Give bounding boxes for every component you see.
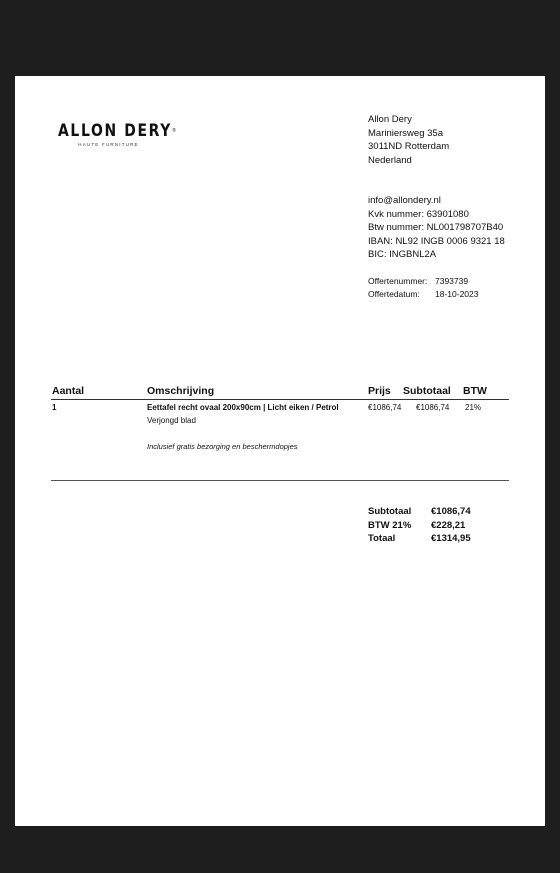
company-logo (58, 121, 183, 147)
row-aantal: 1 (52, 403, 57, 412)
totals-block (368, 505, 471, 546)
company-city: 3011ND Rotterdam (368, 141, 450, 152)
company-contact (368, 194, 505, 262)
total-value: €1314,95 (431, 533, 471, 544)
company-street: Mariniersweg 35a (368, 127, 443, 139)
vat-label: BTW 21% (368, 519, 412, 531)
logo-tagline: HAUTE FURNITURE (78, 142, 139, 147)
bic: BIC: INGBNL2A (368, 249, 437, 260)
vat-value: €228,21 (431, 519, 466, 531)
row-note: Inclusief gratis bezorging en beschermdopjes (147, 442, 298, 451)
registered-mark: ® (171, 128, 177, 134)
row-omschrijving: Eettafel recht ovaal 200x90cm | Licht eiken / Petrol (147, 403, 339, 412)
subtotal-value: €1086,74 (431, 506, 471, 517)
company-country: Nederland (368, 154, 412, 166)
table-divider (51, 480, 509, 481)
company-name: Allon Dery (368, 114, 412, 125)
offer-date-label: Offertedatum: (368, 288, 420, 299)
company-address (368, 113, 449, 167)
iban: IBAN: NL92 INGB 0006 9321 18 (368, 235, 505, 247)
header-prijs: Prijs (368, 385, 391, 397)
row-detail: Verjongd blad (147, 416, 196, 425)
offer-number: 7393739 (435, 276, 469, 286)
logo-wordmark: ALLON DERY (58, 121, 172, 141)
kvk-number: Kvk nummer: 63901080 (368, 208, 469, 220)
row-prijs: €1086,74 (368, 403, 402, 412)
header-aantal: Aantal (52, 385, 85, 397)
btw-number: Btw nummer: NL001798707B40 (368, 222, 504, 233)
header-subtotaal: Subtotaal (403, 385, 451, 397)
quote-meta (368, 275, 478, 300)
total-label: Totaal (368, 533, 396, 544)
offer-number-label: Offertenummer: (368, 276, 428, 286)
subtotal-label: Subtotaal (368, 506, 412, 517)
offer-date: 18-10-2023 (435, 288, 479, 299)
quote-document (15, 76, 545, 826)
row-btw: 21% (465, 403, 482, 412)
email-link[interactable]: info@allondery.nl (368, 195, 441, 206)
table-header (51, 385, 509, 400)
row-subtotaal: €1086,74 (416, 403, 450, 412)
header-omschrijving: Omschrijving (147, 385, 215, 397)
header-btw: BTW (463, 385, 487, 397)
